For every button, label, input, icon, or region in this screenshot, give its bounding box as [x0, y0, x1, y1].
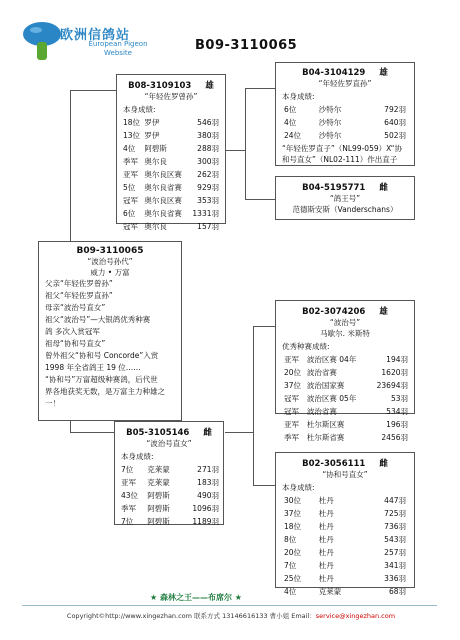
result-place: 冠军 [123, 222, 138, 231]
result-birds: 929羽 [197, 183, 219, 192]
result-row [284, 508, 406, 519]
result-race: 奥尔良区赛 [144, 196, 182, 205]
description-line: 祖母“协和号直女” [45, 339, 106, 348]
result-place: 20位 [284, 548, 302, 557]
result-race: 奥尔良省赛 [144, 183, 182, 192]
sire-card [116, 74, 226, 231]
result-row [284, 354, 408, 365]
result-row [123, 130, 219, 141]
description-line: 曾外祖父“协和号 Concorde”入赏 [45, 351, 159, 360]
result-race: 阿碧斯 [147, 491, 170, 500]
result-birds: 534羽 [386, 407, 408, 416]
result-race: 杜丹 [318, 522, 334, 531]
subject-nickname: “波治号孙代” [87, 257, 133, 266]
connector-dam-parents [253, 326, 276, 486]
connector-subject-sire [70, 90, 119, 243]
result-race: 沙特尔 [318, 118, 342, 127]
dam-sire-breeder: 马歇尔. 米斯特 [320, 329, 370, 338]
description-line: 界各地获奖无数，是万富主力种雄之 [45, 387, 165, 396]
result-birds: 194羽 [386, 355, 408, 364]
result-place: 4位 [284, 118, 297, 127]
result-birds: 196羽 [386, 420, 408, 429]
page-title: B09-3110065 [195, 38, 298, 53]
subject-breeder: 威力 • 万富 [90, 268, 130, 277]
result-row [284, 393, 408, 404]
result-birds: 725羽 [384, 509, 406, 518]
logo-subtitle: European Pigeon Website [88, 40, 148, 57]
result-place: 18位 [123, 118, 141, 127]
result-place: 30位 [284, 496, 302, 505]
footer-slogan: ★ 森林之王——布席尔 ★ [150, 593, 242, 602]
result-row [121, 503, 219, 514]
sire-dam-breeder: 范德斯安斯（Vanderschans） [292, 205, 398, 214]
description-line: 母亲“波治号直女” [45, 303, 106, 312]
footer-email-link[interactable]: service@xingezhan.com [315, 612, 396, 620]
dam-card [114, 421, 224, 525]
result-row [121, 516, 219, 527]
result-place: 4位 [123, 144, 136, 153]
description-line: 1998 年全省鸽王 19 位…… [45, 363, 141, 372]
result-row [284, 573, 406, 584]
result-row [284, 367, 408, 378]
result-birds: 546羽 [197, 118, 219, 127]
result-race: 波治区赛 04年 [306, 355, 357, 364]
dam-dam-heading: B02-3056111 雌 [302, 459, 388, 469]
result-place: 冠军 [123, 196, 138, 205]
dam-sire-nickname: “波治号” [329, 318, 361, 327]
subject-ring: B09-3110065 [76, 246, 144, 256]
sire-nickname: “年轻佐罗曾孙” [144, 92, 198, 101]
sire-dam-card [275, 176, 415, 220]
sire-sire-results-label: 本身成绩: [282, 92, 315, 101]
result-birds: 543羽 [384, 535, 406, 544]
result-birds: 447羽 [384, 496, 406, 505]
dam-sire-results-table [282, 352, 410, 445]
sire-dam-nickname: “鸽王号” [329, 194, 361, 203]
result-race: 克莱蒙 [147, 465, 170, 474]
result-race: 奥尔良 [144, 157, 167, 166]
result-birds: 1620羽 [381, 368, 408, 377]
result-place: 25位 [284, 574, 302, 583]
dam-dam-results-table [282, 493, 408, 599]
footer-copyright: Copyright©http://www.xingezhan.com 联系方式 13146616133 曹小姐 Email：service@xingezhan.com [66, 612, 396, 620]
result-place: 季军 [123, 157, 138, 166]
result-race: 杜尔斯省赛 [306, 433, 345, 442]
result-row [284, 419, 408, 430]
description-line: “协和号”万富超级种赛鸽，后代世 [45, 375, 158, 384]
result-place: 18位 [284, 522, 302, 531]
result-row [284, 406, 408, 417]
result-row [123, 143, 219, 154]
result-place: 亚军 [123, 170, 138, 179]
description-line: 父亲“年轻佐罗曾孙” [45, 279, 113, 288]
connector-dam-stem [225, 432, 253, 433]
result-birds: 341羽 [384, 561, 406, 570]
dam-dam-results-label: 本身成绩: [282, 483, 315, 492]
result-race: 波治省赛 [306, 407, 337, 416]
result-race: 罗伊 [144, 131, 160, 140]
result-birds: 68羽 [388, 587, 406, 596]
result-row [121, 490, 219, 501]
dam-sire-card [275, 300, 415, 442]
result-birds: 183羽 [197, 478, 219, 487]
footer-divider [22, 605, 437, 606]
description-line: 鸽 多次入赏冠军 [45, 327, 100, 336]
result-birds: 380羽 [197, 131, 219, 140]
result-row [284, 534, 406, 545]
result-birds: 271羽 [197, 465, 219, 474]
result-race: 杜丹 [318, 509, 334, 518]
result-row [123, 221, 219, 232]
result-row [284, 117, 406, 128]
result-place: 7位 [284, 561, 297, 570]
dam-sire-results-label: 优秀种赛成绩: [282, 342, 330, 351]
dam-results-table [119, 462, 221, 529]
subject-card [38, 241, 182, 421]
result-row [121, 464, 219, 475]
result-row [284, 380, 408, 391]
result-row [123, 195, 219, 206]
subject-description [39, 278, 181, 410]
result-birds: 640羽 [384, 118, 406, 127]
result-row [123, 156, 219, 167]
result-race: 奥尔良区赛 [144, 170, 182, 179]
sire-sire-results-table [282, 102, 408, 143]
result-place: 6位 [123, 209, 136, 218]
result-race: 杜丹 [318, 535, 334, 544]
result-place: 亚军 [284, 355, 299, 364]
connector-subject-dam-vert [70, 420, 71, 432]
result-birds: 157羽 [197, 222, 219, 231]
dam-dam-nickname: “协和号直女” [322, 470, 368, 479]
result-race: 沙特尔 [318, 105, 342, 114]
sire-sire-nickname: “年轻佐罗直孙” [318, 79, 372, 88]
result-race: 杜丹 [318, 574, 334, 583]
result-place: 4位 [284, 587, 297, 596]
result-race: 克莱蒙 [318, 587, 342, 596]
result-place: 13位 [123, 131, 141, 140]
dam-sire-heading: B02-3074206 雄 [302, 307, 388, 317]
result-place: 24位 [284, 131, 302, 140]
result-race: 阿碧斯 [147, 517, 170, 526]
sire-dam-heading: B04-5195771 雌 [302, 183, 388, 193]
result-place: 5位 [123, 183, 136, 192]
result-birds: 1189羽 [192, 517, 219, 526]
result-race: 沙特尔 [318, 131, 342, 140]
result-birds: 490羽 [197, 491, 219, 500]
result-race: 阿碧斯 [144, 144, 167, 153]
result-place: 43位 [121, 491, 139, 500]
result-birds: 502羽 [384, 131, 406, 140]
result-row [284, 547, 406, 558]
result-birds: 23694羽 [376, 381, 408, 390]
result-row [121, 477, 219, 488]
description-line: 祖父“年轻佐罗直孙” [45, 291, 113, 300]
result-race: 波治区赛 05年 [306, 394, 357, 403]
result-row [284, 104, 406, 115]
result-birds: 2456羽 [381, 433, 408, 442]
result-place: 37位 [284, 509, 302, 518]
result-birds: 353羽 [197, 196, 219, 205]
result-birds: 336羽 [384, 574, 406, 583]
result-birds: 288羽 [197, 144, 219, 153]
result-race: 罗伊 [144, 118, 160, 127]
result-birds: 300羽 [197, 157, 219, 166]
result-place: 冠军 [284, 394, 299, 403]
connector-sire-parents [245, 88, 276, 200]
result-row [123, 208, 219, 219]
result-race: 奥尔良 [144, 222, 167, 231]
result-place: 7位 [121, 517, 134, 526]
result-birds: 257羽 [384, 548, 406, 557]
sire-sire-heading: B04-3104129 雄 [302, 68, 388, 78]
result-row [284, 432, 408, 443]
result-race: 杜丹 [318, 561, 334, 570]
result-place: 亚军 [121, 478, 136, 487]
result-place: 季军 [284, 433, 299, 442]
description-line: 祖父“波治号”—大银鸽优秀种赛 [45, 315, 151, 324]
result-race: 杜丹 [318, 548, 334, 557]
result-race: 波治国家赛 [306, 381, 345, 390]
result-race: 波治省赛 [306, 368, 337, 377]
result-place: 6位 [284, 105, 297, 114]
sire-sire-card [275, 62, 415, 166]
result-place: 7位 [121, 465, 134, 474]
result-row [284, 495, 406, 506]
sire-results-label: 本身成绩: [123, 105, 156, 114]
result-birds: 53羽 [390, 394, 408, 403]
result-row [284, 130, 406, 141]
connector-subject-dam [70, 432, 116, 433]
sire-results-table [121, 115, 221, 234]
result-birds: 1331羽 [192, 209, 219, 218]
pigeon-mushroom-icon [22, 20, 62, 64]
result-race: 阿碧斯 [147, 504, 170, 513]
connector-sire-stem [225, 150, 245, 151]
logo-title: 欧洲信鸽站 [60, 28, 131, 43]
result-place: 37位 [284, 381, 302, 390]
result-place: 季军 [121, 504, 136, 513]
dam-results-label: 本身成绩: [121, 452, 154, 461]
result-race: 克莱蒙 [147, 478, 170, 487]
result-place: 20位 [284, 368, 302, 377]
result-birds: 736羽 [384, 522, 406, 531]
result-place: 冠军 [284, 407, 299, 416]
result-birds: 1096羽 [192, 504, 219, 513]
result-row [123, 169, 219, 180]
dam-nickname: “波治号直女” [146, 439, 192, 448]
result-race: 杜丹 [318, 496, 334, 505]
dam-heading: B05-3105146 雌 [126, 428, 212, 438]
result-row [123, 182, 219, 193]
result-race: 杜尔斯区赛 [306, 420, 345, 429]
result-row [284, 586, 406, 597]
sire-sire-note: “年轻佐罗直子”（NL99-059）X“协 和号直女”（NL02-111）作出直子 [282, 144, 403, 164]
sire-heading: B08-3109103 雄 [128, 81, 214, 91]
result-row [284, 560, 406, 571]
result-place: 亚军 [284, 420, 299, 429]
result-birds: 792羽 [384, 105, 406, 114]
result-row [284, 521, 406, 532]
dam-dam-card [275, 452, 415, 596]
result-row [123, 117, 219, 128]
description-line: 一！ [45, 399, 60, 408]
result-race: 奥尔良省赛 [144, 209, 182, 218]
result-place: 8位 [284, 535, 297, 544]
result-birds: 262羽 [197, 170, 219, 179]
